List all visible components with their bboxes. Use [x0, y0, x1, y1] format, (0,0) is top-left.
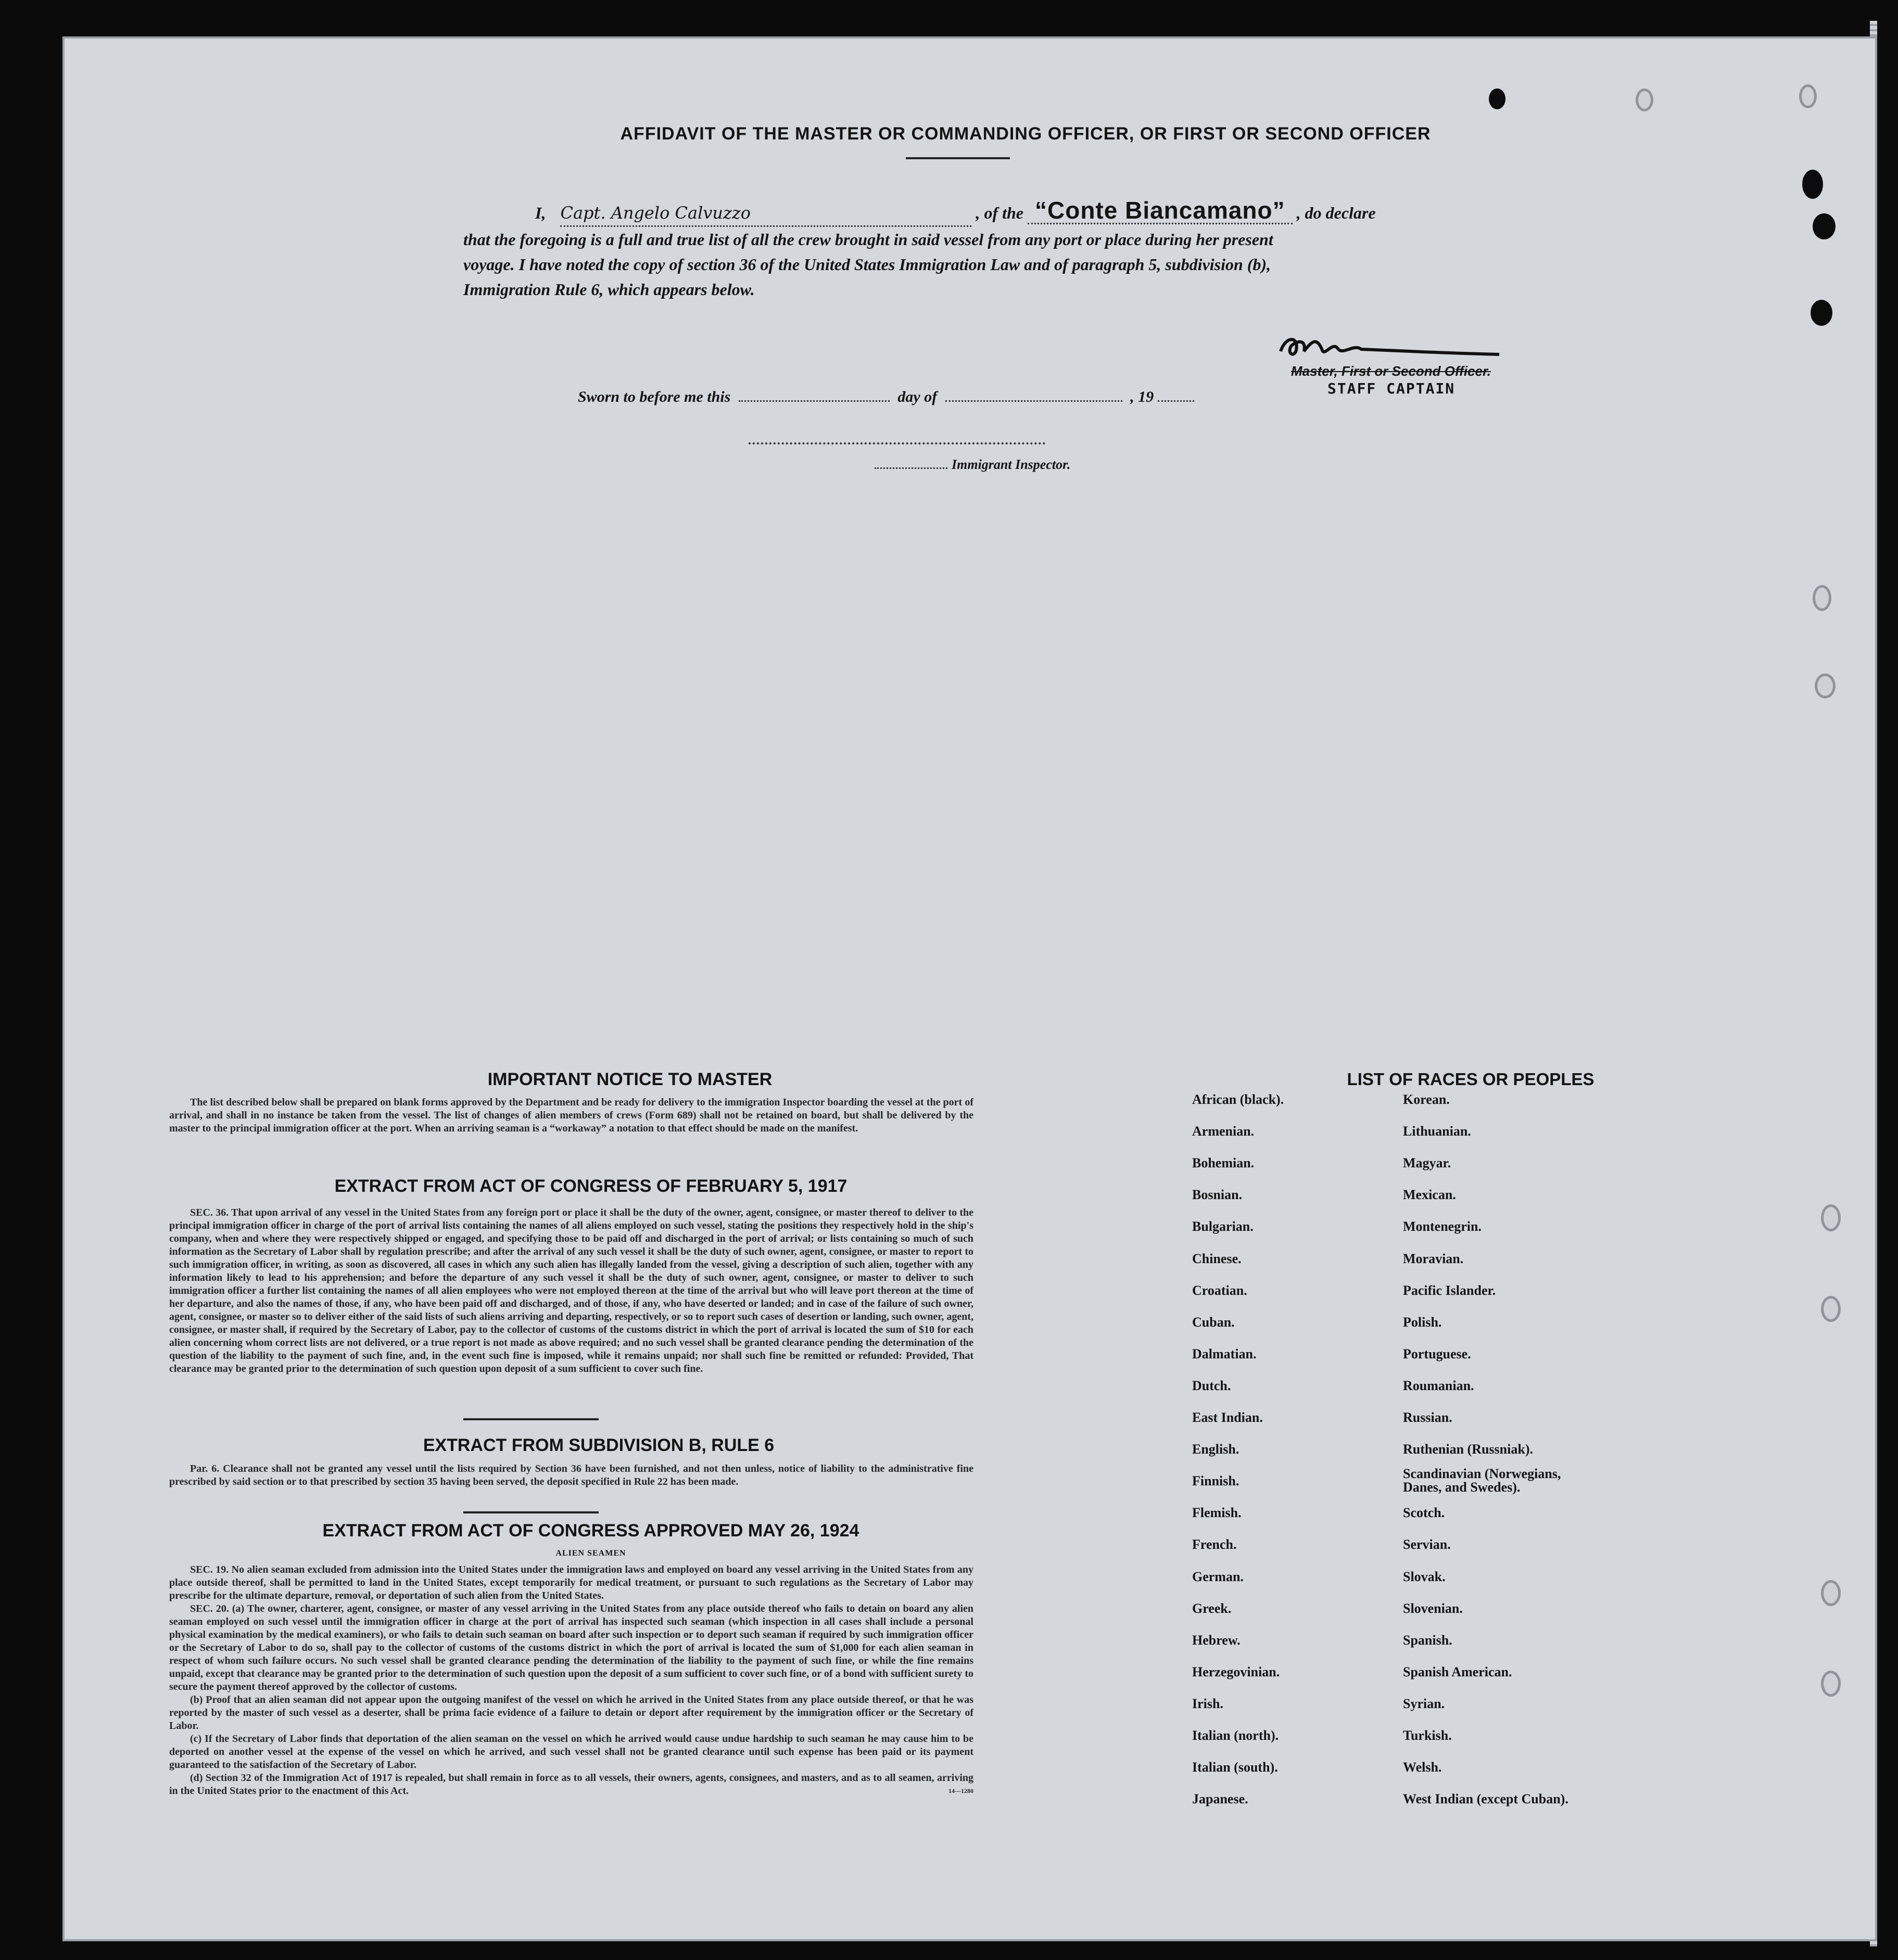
of-the-text: , of the [976, 203, 1023, 222]
race-item: Moravian. [1403, 1251, 1464, 1266]
sec-20d-text: (d) Section 32 of the Immigration Act of 1917 is repealed, but shall remain in force as to all vessels, their owners, agents, consignees, and masters, and as to all seamen, arriving in the United States prior to the enactment of this Act. 14—1280 [169, 1772, 973, 1797]
notice-text: The list described below shall be prepared on blank forms approved by the Department and be ready for delivery to the immigration Inspector boarding the vessel at the port of arrival, and shall in no instance be taken from the vessel. The list of changes of alien members of crews (Form 689) shall not be retained on board, but shall be delivered by the master to the principal immigration officer at the port. When an arriving seaman is a “workaway” a notation to that effect should be made on the manifest. [169, 1097, 973, 1134]
declaration-line-3: voyage. I have noted the copy of section 36 of the United States Immigration Law and of paragraph 5, subdivision (b), [463, 255, 1271, 274]
alien-seamen-subtitle: ALIEN SEAMEN [555, 1549, 626, 1558]
race-item: Japanese. [1192, 1791, 1248, 1807]
sworn-year-field[interactable] [1158, 400, 1194, 402]
race-item: Magyar. [1403, 1155, 1451, 1171]
race-item: Syrian. [1403, 1696, 1445, 1711]
extract-rule6-title: EXTRACT FROM SUBDIVISION B, RULE 6 [423, 1435, 775, 1455]
race-item: Finnish. [1192, 1473, 1239, 1489]
punch-hole [1821, 1204, 1841, 1231]
race-item: Cuban. [1192, 1314, 1235, 1330]
race-item: English. [1192, 1442, 1239, 1457]
sec-20b-text: (b) Proof that an alien seaman did not appear upon the outgoing manifest of the vessel on which he arrived in the United States from any place outside thereof, or that he was reported by the master of such vessel as a deserter, shall be prima facie evidence of a failure to detain or deport after requirement by the immigration officer or the Secretary of Labor. [169, 1694, 973, 1732]
punch-hole [1821, 1580, 1841, 1606]
race-item: Greek. [1192, 1600, 1232, 1616]
race-item: Ruthenian (Russniak). [1403, 1442, 1533, 1457]
punch-hole [1636, 88, 1653, 111]
punch-hole [1815, 673, 1836, 698]
race-item: Korean. [1403, 1092, 1450, 1107]
race-item: Lithuanian. [1403, 1124, 1471, 1139]
inspector-label: Immigrant Inspector. [952, 457, 1071, 472]
race-item: West Indian (except Cuban). [1403, 1791, 1568, 1807]
signature-caption: Master, First or Second Officer. [1291, 363, 1491, 379]
title-rule [906, 157, 1010, 159]
punch-hole [1802, 170, 1823, 199]
sworn-month-field[interactable] [945, 400, 1122, 402]
race-item: Armenian. [1192, 1124, 1255, 1139]
notice-title: IMPORTANT NOTICE TO MASTER [487, 1070, 773, 1089]
race-item: Russian. [1403, 1410, 1452, 1425]
punch-hole [1821, 1296, 1841, 1322]
races-title: LIST OF RACES OR PEOPLES [1347, 1070, 1595, 1089]
race-item: Irish. [1192, 1696, 1223, 1711]
race-item: Portuguese. [1403, 1346, 1471, 1361]
race-item: Bohemian. [1192, 1155, 1255, 1171]
declaration [463, 198, 1557, 302]
section-rule [463, 1418, 599, 1420]
race-item: Turkish. [1403, 1728, 1452, 1743]
race-item: Italian (north). [1192, 1728, 1279, 1743]
race-item: Spanish American. [1403, 1664, 1512, 1679]
race-item: Herzegovinian. [1192, 1664, 1280, 1679]
race-item: Slovak. [1403, 1569, 1446, 1584]
punch-hole [1811, 300, 1832, 326]
race-item: Polish. [1403, 1314, 1442, 1330]
race-item: Scotch. [1403, 1505, 1445, 1521]
declaration-line-1 [463, 198, 1557, 227]
race-item: Pacific Islander. [1403, 1282, 1496, 1298]
officer-name-field[interactable]: Capt. Angelo Calvuzzo [560, 200, 971, 227]
form-number: 14—1280 [948, 1787, 973, 1794]
punch-hole [1489, 88, 1505, 109]
sworn-line [578, 388, 1194, 406]
race-item: Welsh. [1403, 1760, 1442, 1775]
race-item: Italian (south). [1192, 1760, 1278, 1775]
inspector-caption [875, 457, 1070, 473]
staff-captain-stamp: STAFF CAPTAIN [1327, 380, 1456, 397]
officer-signature [1275, 325, 1504, 367]
race-item: Servian. [1403, 1537, 1451, 1552]
race-item: Bulgarian. [1192, 1219, 1254, 1234]
punch-hole [1821, 1671, 1841, 1697]
race-item: Hebrew. [1192, 1632, 1241, 1648]
affidavit-title: AFFIDAVIT OF THE MASTER OR COMMANDING OFFICER, OR FIRST OR SECOND OFFICER [620, 124, 1431, 144]
declare-text: , do declare [1296, 203, 1376, 222]
inspector-signature-line[interactable] [749, 442, 1045, 444]
race-item: African (black). [1192, 1092, 1284, 1107]
extract-1924-title: EXTRACT FROM ACT OF CONGRESS APPROVED MAY 26, 1924 [322, 1521, 859, 1541]
race-item: German. [1192, 1569, 1244, 1584]
section-rule [463, 1511, 599, 1513]
race-item: Spanish. [1403, 1632, 1452, 1648]
declaration-line-2: that the foregoing is a full and true list of all the crew brought in said vessel from any port or place during her present [463, 230, 1273, 249]
punch-hole [1813, 585, 1831, 611]
race-item: Roumanian. [1403, 1378, 1474, 1393]
race-item: Scandinavian (Norwegians, Danes, and Swedes). [1403, 1466, 1561, 1495]
race-item: Dutch. [1192, 1378, 1231, 1393]
punch-hole [1813, 213, 1836, 239]
extract-1917-title: EXTRACT FROM ACT OF CONGRESS OF FEBRUARY 5, 1917 [334, 1176, 847, 1196]
race-item: Slovenian. [1403, 1600, 1463, 1616]
declaration-prefix: I, [535, 203, 546, 222]
race-item: French. [1192, 1537, 1237, 1552]
sec-20a-text: SEC. 20. (a) The owner, charterer, agent, consignee, or master of any vessel arriving in the United States from any place outside thereof who fails to detain on board any alien seaman employed on such vessel until the immigration officer in charge at the port of arrival has inspected such seaman (which inspection in all cases shall include a personal physical examination by the medical examiners), or who fails to detain such seaman on board after such inspection or to deport such seaman if required by such immigration officer or the Secretary of Labor to do so, shall pay to the collector of customs of the customs district in which the port of arrival is located the sum of $1,000 for each alien seaman in respect of whom such failure occurs. No such vessel shall be granted clearance pending the determination of the liability to the payment of such fine, or while the fine remains unpaid, except that clearance may be granted prior to the determination of such question upon the deposit of a sum sufficient to cover such fine, or of a bond with sufficient surety to secure the payment thereof approved by the collector of customs. [169, 1603, 973, 1692]
extract-rule6-text: Par. 6. Clearance shall not be granted any vessel until the lists required by Section 36 have been furnished, and not then unless, notice of liability to the administrative fine prescribed by said section or to that prescribed by section 35 having been served, the deposit specified in Rule 22 has been made. [169, 1463, 973, 1487]
sworn-day-field[interactable] [739, 400, 890, 402]
race-item: Croatian. [1192, 1282, 1247, 1298]
race-item: Montenegrin. [1403, 1219, 1482, 1234]
sec-20c-text: (c) If the Secretary of Labor finds that deportation of the alien seaman on the vessel on which he arrived would cause undue hardship to such seaman he may cause him to be deported on another vessel at the expense of the vessel on which he arrived, and such vessel shall not be granted clearance until such expense has been paid or its payment guaranteed to the satisfaction of the Secretary of Labor. [169, 1733, 973, 1771]
affidavit-page [62, 36, 1877, 1941]
declaration-line-4: Immigration Rule 6, which appears below. [463, 280, 755, 299]
race-item: Flemish. [1192, 1505, 1242, 1521]
race-item: Mexican. [1403, 1187, 1456, 1203]
sworn-day-label: day of [897, 388, 938, 405]
extract-1924-body [169, 1563, 973, 1798]
race-item: Bosnian. [1192, 1187, 1243, 1203]
sworn-year-label: , 19 [1130, 388, 1154, 405]
extract-1917-text: SEC. 36. That upon arrival of any vessel in the United States from any foreign port or place it shall be the duty of the owner, agent, consignee, or master thereof to deliver to the principal immigration officer in charge of the port of arrival lists containing the names of all aliens employed on such vessel, stating the positions they respectively hold in the ship's company, when and where they were respectively shipped or engaged, and specifying those to be paid off and discharged in the port of arrival; or lists containing so much of such information as the Secretary of Labor shall by regulation prescribe; and after the arrival of any such vessel it shall be the duty of such owner, agent, consignee, or master to report to such immigration officer, in writing, as soon as discovered, all cases in which any such alien has illegally landed from the vessel, giving a description of such alien, together with any information likely to lead to his apprehension; and before the departure of any such vessel it shall be the duty of such owner, agent, consignee, or master to deliver to such immigration officer a further list containing the names of all alien employees who were not employed thereon at the time of the arrival but who will leave port thereon at the time of her departure, and also the names of those, if any, who have been paid off and discharged, and of those, if any, who have deserted or landed; and in case of the failure of such owner, agent, consignee, or master so to deliver either of the said lists of such aliens arriving and departing, respectively, or so to report such cases of desertion or landing, such owner, agent, consignee, or master shall, if required by the Secretary of Labor, pay to the collector of customs of the customs district in which the port of arrival is located the sum of $10 for each alien concerning whom correct lists are not delivered, or a true report is not made as above required; and no such vessel shall be granted clearance pending the determination of the question of the liability to the payment of such fine, and, in the event such fine is imposed, while it remains unpaid; nor shall such fine be remitted or refunded: Provided, That clearance may be granted prior to the determination of such question upon deposit of a sum sufficient to cover such fine. [169, 1207, 973, 1374]
punch-hole [1799, 84, 1817, 108]
race-item: East Indian. [1192, 1410, 1263, 1425]
race-item: Dalmatian. [1192, 1346, 1257, 1361]
race-item: Chinese. [1192, 1251, 1242, 1266]
vessel-name: “Conte Biancamano” [1028, 198, 1293, 224]
sec-19-text: SEC. 19. No alien seaman excluded from admission into the United States under the immigration laws and employed on board any vessel arriving in the United States from any place outside thereof, shall be permitted to land in the United States, except temporarily for medical treatment, or pursuant to such regulations as the Secretary of Labor may prescribe for the ultimate departure, removal, or deportation of such alien from the United States. [169, 1564, 973, 1601]
sworn-prefix: Sworn to before me this [578, 388, 731, 405]
